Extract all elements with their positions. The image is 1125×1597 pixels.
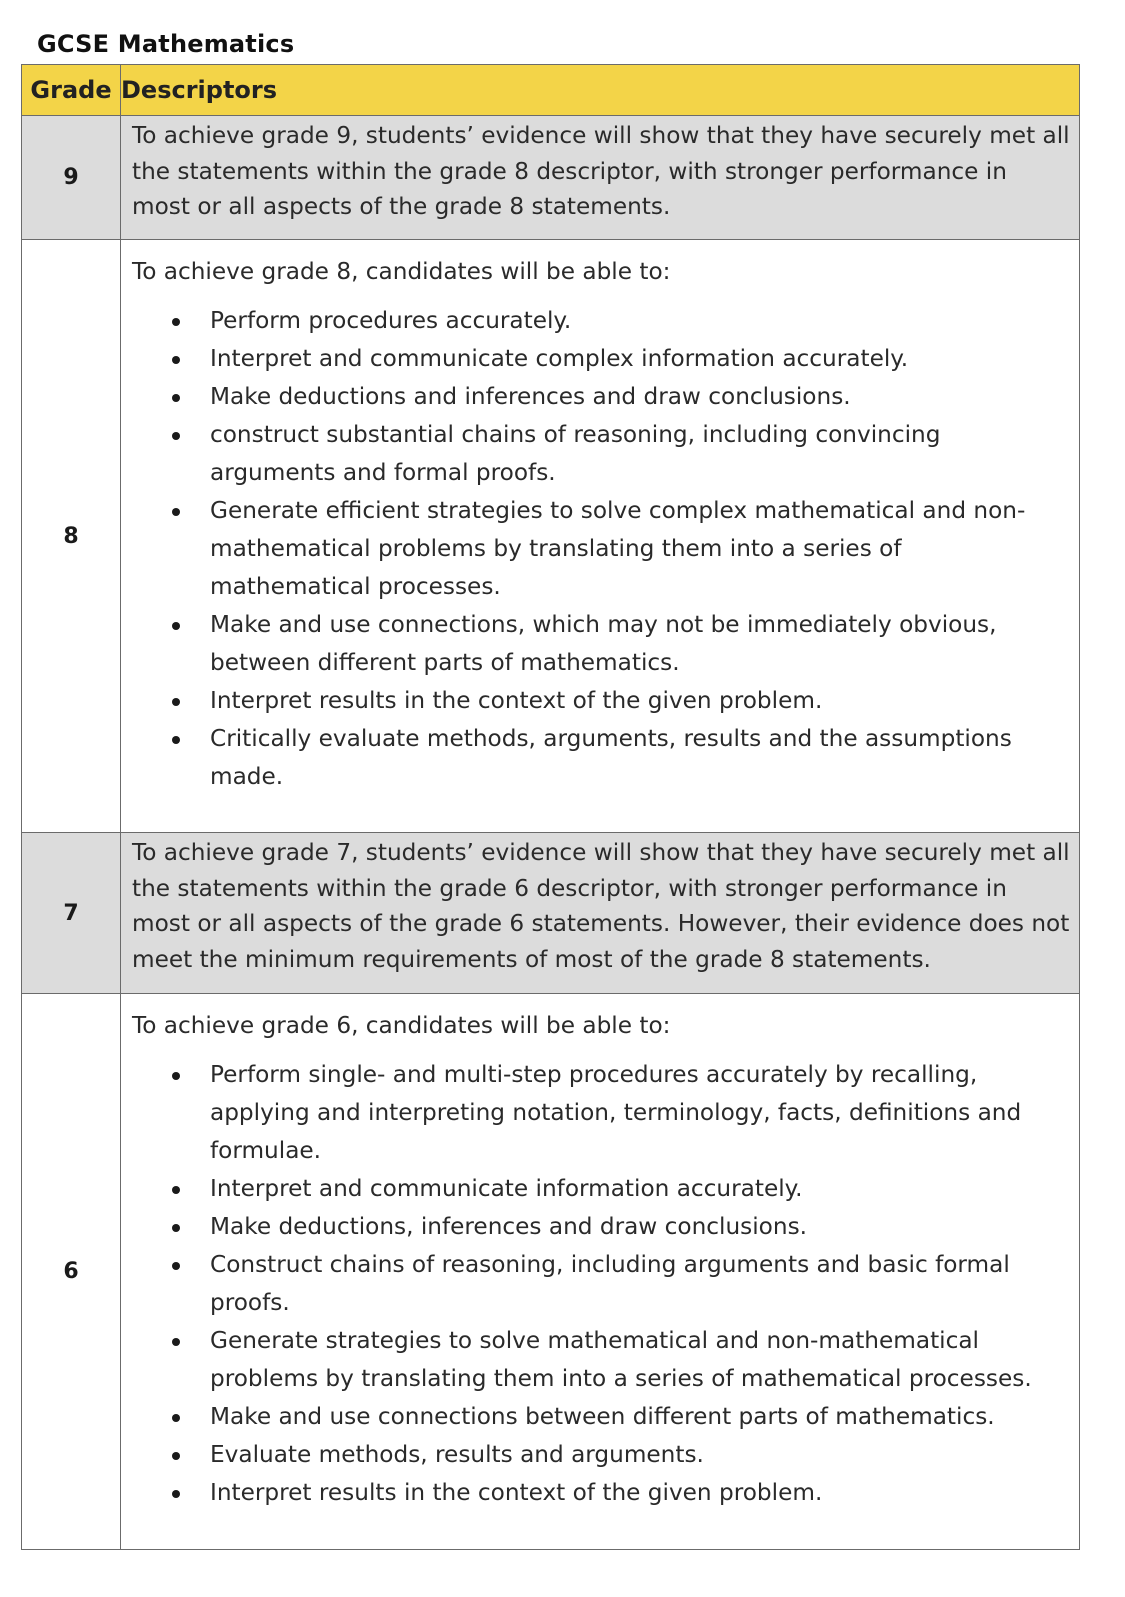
- column-header-descriptors: Descriptors: [121, 65, 1080, 116]
- grade-7-label: 7: [22, 833, 121, 994]
- grade-8-descriptor: [121, 240, 1080, 833]
- list-item: Interpret and communicate information accurately.: [121, 1170, 1061, 1208]
- list-item: Interpret results in the context of the given problem.: [121, 682, 1061, 720]
- list-item: Make deductions and inferences and draw conclusions.: [121, 378, 1061, 416]
- document-title: GCSE Mathematics: [37, 30, 295, 58]
- grade-9-descriptor: To achieve grade 9, students’ evidence will show that they have securely met all the statements within the grade 8 descriptor, with stronger performance in most or all aspects of the grade 8 statements.: [121, 116, 1080, 240]
- column-header-grade: Grade: [22, 65, 121, 116]
- grade-8-label: 8: [22, 240, 121, 833]
- grade-descriptors-table: [21, 64, 1080, 1550]
- list-item: Perform procedures accurately.: [121, 302, 1061, 340]
- list-item: construct substantial chains of reasoning, including convincing arguments and formal proofs.: [121, 416, 1061, 492]
- grade-6-label: 6: [22, 994, 121, 1550]
- grade-9-label: 9: [22, 116, 121, 240]
- table-row-grade-7: [22, 833, 1080, 994]
- table-row-grade-9: [22, 116, 1080, 240]
- table-row-grade-6: [22, 994, 1080, 1550]
- list-item: Make and use connections between different parts of mathematics.: [121, 1398, 1061, 1436]
- list-item: Make deductions, inferences and draw conclusions.: [121, 1208, 1061, 1246]
- list-item: Make and use connections, which may not be immediately obvious, between different parts of mathematics.: [121, 606, 1061, 682]
- grade-6-bullet-list: [121, 1056, 1079, 1512]
- list-item: Generate strategies to solve mathematical and non-mathematical problems by translating them into a series of mathematical processes.: [121, 1322, 1061, 1398]
- list-item: Critically evaluate methods, arguments, results and the assumptions made.: [121, 720, 1061, 796]
- list-item: Interpret and communicate complex information accurately.: [121, 340, 1061, 378]
- grade-8-intro: To achieve grade 8, candidates will be able to:: [132, 258, 671, 285]
- grade-6-descriptor: [121, 994, 1080, 1550]
- list-item: Perform single- and multi-step procedures accurately by recalling, applying and interpreting notation, terminology, facts, definitions and formulae.: [121, 1056, 1061, 1170]
- list-item: Interpret results in the context of the given problem.: [121, 1474, 1061, 1512]
- grade-7-descriptor: To achieve grade 7, students’ evidence will show that they have securely met all the statements within the grade 6 descriptor, with stronger performance in most or all aspects of the grade 6 statements. However, their evidence does not meet the minimum requirements of most of the grade 8 statements.: [121, 833, 1080, 994]
- list-item: Generate efficient strategies to solve complex mathematical and non-mathematical problems by translating them into a series of mathematical processes.: [121, 492, 1061, 606]
- table-header-row: [22, 65, 1080, 116]
- grade-8-bullet-list: [121, 302, 1079, 796]
- list-item: Evaluate methods, results and arguments.: [121, 1436, 1061, 1474]
- list-item: Construct chains of reasoning, including arguments and basic formal proofs.: [121, 1246, 1061, 1322]
- grade-6-intro: To achieve grade 6, candidates will be able to:: [132, 1012, 671, 1039]
- table-row-grade-8: [22, 240, 1080, 833]
